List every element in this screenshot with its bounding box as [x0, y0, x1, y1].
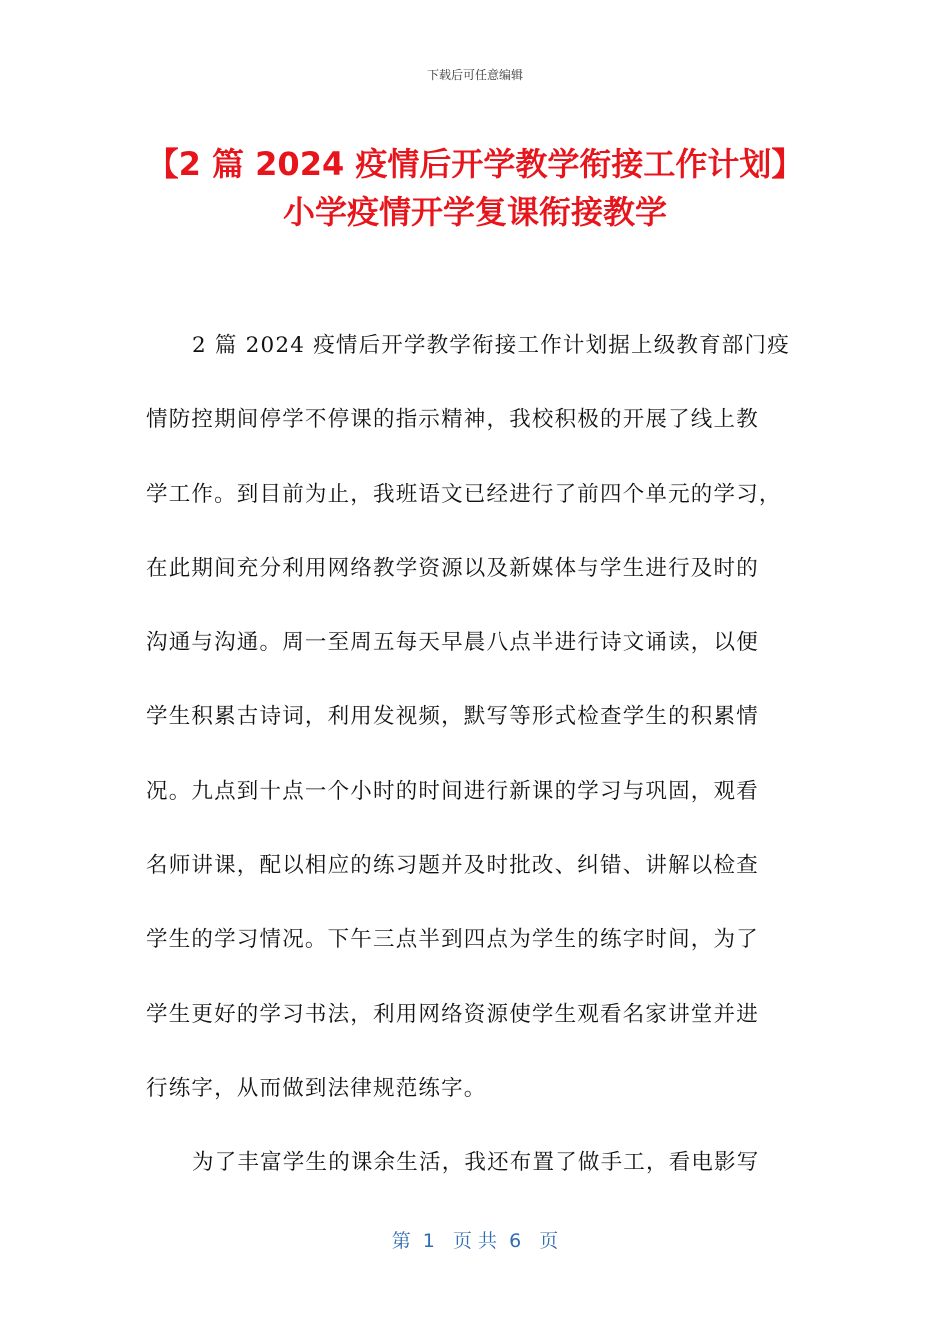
paragraph-1-line-4: 在此期间充分利用网络教学资源以及新媒体与学生进行及时的 [146, 555, 759, 581]
page-footer: 第 1 页 共 6 页 [391, 1230, 559, 1252]
paragraph-2-line-1: 为了丰富学生的课余生活，我还布置了做手工，看电影写 [192, 1150, 760, 1176]
header-note: 下载后可任意编辑 [426, 68, 523, 82]
paragraph-1-line-7: 况。九点到十点一个小时的时间进行新课的学习与巩固，观看 [146, 778, 759, 804]
paragraph-1-line-11: 行练字，从而做到法律规范练字。 [146, 1075, 487, 1101]
title-line-1: 【2 篇 2024 疫情后开学教学衔接工作计划】 [146, 145, 804, 183]
paragraph-1-line-8: 名师讲课，配以相应的练习题并及时批改、纠错、讲解以检查 [146, 853, 759, 879]
document-title [60, 140, 890, 236]
paragraph-1-line-10: 学生更好的学习书法，利用网络资源使学生观看名家讲堂并进 [146, 1001, 759, 1027]
paragraph-1-line-1: 2 篇 2024 疫情后开学教学衔接工作计划据上级教育部门疫 [192, 333, 790, 358]
paragraph-1-line-9: 学生的学习情况。下午三点半到四点为学生的练字时间，为了 [146, 927, 759, 953]
paragraph-1-line-3: 学工作。到目前为止，我班语文已经进行了前四个单元的学习， [146, 481, 782, 507]
paragraph-1-line-6: 学生积累古诗词，利用发视频，默写等形式检查学生的积累情 [146, 704, 759, 730]
title-line-2: 小学疫情开学复课衔接教学 [282, 193, 667, 231]
paragraph-1-line-5: 沟通与沟通。周一至周五每天早晨八点半进行诗文诵读，以便 [146, 630, 759, 656]
body-text [146, 316, 806, 1208]
paragraph-1-line-2: 情防控期间停学不停课的指示精神，我校积极的开展了线上教 [146, 407, 759, 433]
